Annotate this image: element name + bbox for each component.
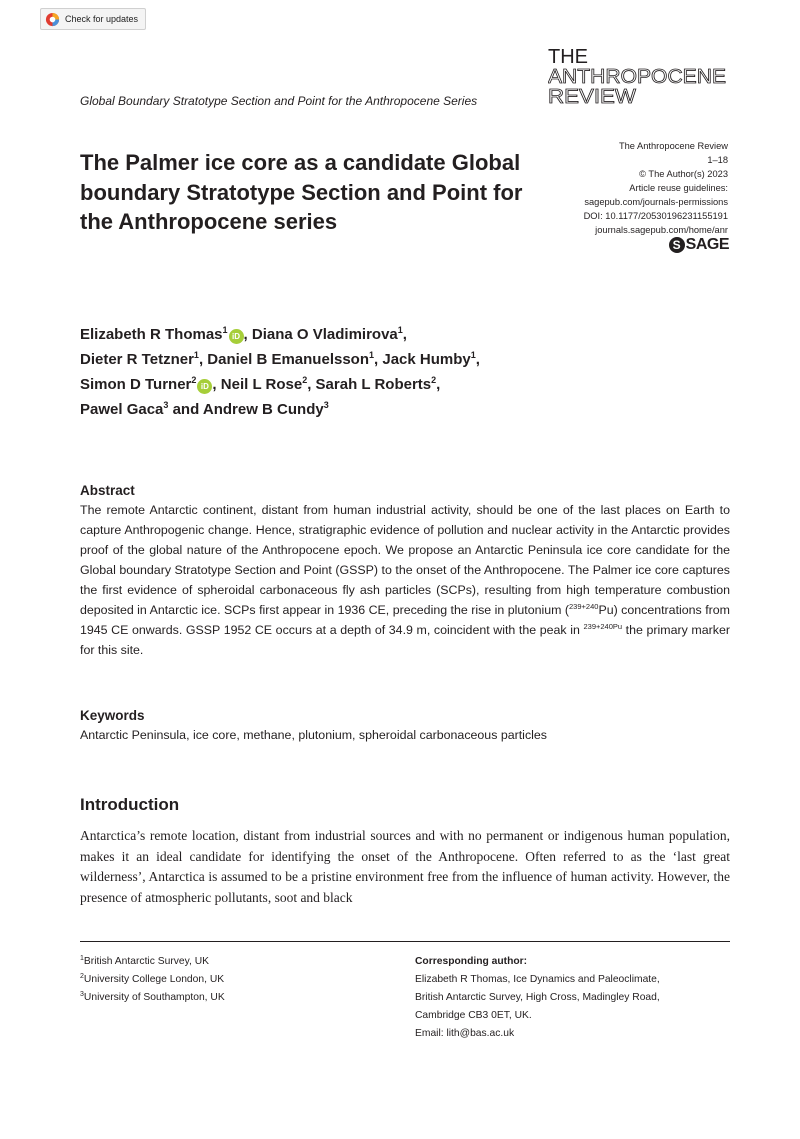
logo-line-3: REVIEW	[548, 86, 637, 108]
author-name: Andrew B Cundy	[202, 401, 324, 418]
author-list	[80, 322, 640, 422]
corresponding-author-heading: Corresponding author:	[415, 956, 528, 967]
separator: ,	[307, 376, 316, 393]
keywords-heading: Keywords	[80, 708, 145, 723]
check-for-updates-button[interactable]	[40, 8, 146, 30]
author-name: Daniel B Emanuelsson	[207, 351, 369, 368]
journal-meta	[508, 139, 728, 237]
separator: ,	[243, 326, 252, 343]
logo-line-1: THE	[548, 46, 588, 68]
introduction-text: Antarctica’s remote location, distant from industrial sources and with no permanent or indigenous human population, makes it an ideal candidate for identifying the onset of the Anthropocene. Often referred to as the ‘last great wilderness’, Antarctica is assumed to be a pristine environment free from the influence of human activity. However, the presence of atmospheric pollutants, soot and black	[80, 828, 730, 905]
affiliation-marker: 3	[80, 991, 84, 998]
author-7	[221, 376, 316, 393]
permissions-link[interactable]: sagepub.com/journals-permissions	[584, 197, 728, 207]
corresponding-line: Elizabeth R Thomas, Ice Dynamics and Paleoclimate,	[415, 974, 660, 985]
journal-home-link[interactable]: journals.sagepub.com/home/anr	[595, 225, 728, 235]
author-name: Jack Humby	[382, 351, 471, 368]
abstract-text	[80, 500, 730, 660]
affiliation-1	[80, 953, 225, 971]
journal-name: The Anthropocene Review	[618, 141, 728, 151]
author-name: Diana O Vladimirova	[251, 326, 398, 343]
author-name: Pawel Gaca	[80, 401, 164, 418]
author-name: Sarah L Roberts	[315, 376, 432, 393]
series-line: Global Boundary Stratotype Section and Point for the Anthropocene Series	[80, 94, 478, 108]
page-range: 1–18	[707, 155, 728, 165]
author-5	[382, 351, 480, 368]
reuse-guidelines-label: Article reuse guidelines:	[629, 183, 728, 193]
affiliation-marker: 1	[470, 350, 476, 360]
author-name: Simon D Turner	[80, 376, 192, 393]
affiliation-marker: 2	[431, 375, 437, 385]
affiliation-marker: 2	[302, 375, 308, 385]
footnote-divider	[80, 941, 730, 942]
separator: ,	[402, 326, 407, 343]
separator: ,	[436, 376, 441, 393]
copyright: © The Author(s) 2023	[639, 169, 728, 179]
affiliation-marker: 3	[323, 400, 329, 410]
isotope-superscript: 239+240	[569, 602, 599, 611]
affiliation-marker: 2	[191, 375, 197, 385]
affiliation-marker: 1	[193, 350, 199, 360]
separator: ,	[475, 351, 480, 368]
author-name: Dieter R Tetzner	[80, 351, 194, 368]
author-10	[203, 401, 329, 418]
affiliation-marker: 2	[80, 973, 84, 980]
publisher-name: SAGE	[685, 236, 729, 253]
corresponding-line: British Antarctic Survey, High Cross, Madingley Road,	[415, 992, 660, 1003]
logo-line-2: ANTHROPOCENE	[548, 66, 726, 88]
check-for-updates-label: Check for updates	[65, 14, 139, 24]
keywords-text: Antarctic Peninsula, ice core, methane, plutonium, spheroidal carbonaceous particles	[80, 728, 547, 742]
introduction-heading: Introduction	[80, 795, 180, 814]
affiliation-3	[80, 989, 225, 1007]
isotope-superscript: 239+240Pu	[583, 622, 623, 631]
sage-mark-icon: S	[669, 237, 685, 253]
author-4	[207, 351, 382, 368]
author-6	[80, 376, 221, 393]
abstract-part: the primary marker for this site.	[80, 623, 730, 657]
abstract-part: The remote Antarctic continent, distant from human industrial activity, should be one of the last places on Earth to capture Anthropogenic change. Hence, stratigraphic evidence of pollution and nuclear activity in the Antarctic provides proof of the global nature of the Anthropocene epoch. We propose an Antarctic Peninsula ice core candidate for the Global boundary Stratotype Section and Point (GSSP) to the onset of the Anthropocene. The Palmer ice core captures the first evidence of spheroidal carbonaceous fly ash particles (SCPs), resulting from high temperature combustion deposited in Antarctic ice. SCPs first appear in 1936 CE, preceding the rise in plutonium (	[80, 503, 730, 617]
corresponding-author	[415, 953, 660, 1043]
article-title: The Palmer ice core as a candidate Global boundary Stratotype Section and Point for the Anthropocene series	[80, 150, 523, 234]
author-8	[316, 376, 441, 393]
corresponding-email[interactable]: Email: lith@bas.ac.uk	[415, 1028, 515, 1039]
affiliations	[80, 953, 225, 1007]
corresponding-line: Cambridge CB3 0ET, UK.	[415, 1010, 532, 1021]
author-1	[80, 326, 252, 343]
affiliation-text: University of Southampton, UK	[83, 992, 225, 1003]
orcid-icon[interactable]: iD	[197, 379, 212, 394]
separator: ,	[198, 351, 208, 368]
author-2	[252, 326, 407, 343]
affiliation-text: British Antarctic Survey, UK	[83, 956, 210, 967]
author-name: Neil L Rose	[220, 376, 303, 393]
abstract-part: Pu) concentrations from 1945 CE onwards. GSSP 1952 CE occurs at a depth of 34.9 m, coincident with the peak in	[80, 603, 730, 637]
affiliation-marker: 3	[163, 400, 169, 410]
author-3	[80, 351, 207, 368]
check-for-updates-icon	[45, 12, 60, 27]
affiliation-2	[80, 971, 225, 989]
separator: and	[168, 401, 203, 418]
author-name: Elizabeth R Thomas	[80, 326, 223, 343]
orcid-icon[interactable]: iD	[229, 329, 244, 344]
doi[interactable]: DOI: 10.1177/20530196231155191	[583, 211, 728, 221]
separator: ,	[374, 351, 383, 368]
affiliation-marker: 1	[369, 350, 375, 360]
affiliation-marker: 1	[222, 325, 228, 335]
abstract-heading: Abstract	[80, 483, 135, 498]
affiliation-marker: 1	[80, 955, 84, 962]
separator: ,	[212, 376, 221, 393]
journal-logo	[548, 46, 748, 108]
affiliation-marker: 1	[397, 325, 403, 335]
publisher-logo	[669, 236, 729, 254]
affiliation-text: University College London, UK	[83, 974, 225, 985]
author-9	[80, 401, 203, 418]
